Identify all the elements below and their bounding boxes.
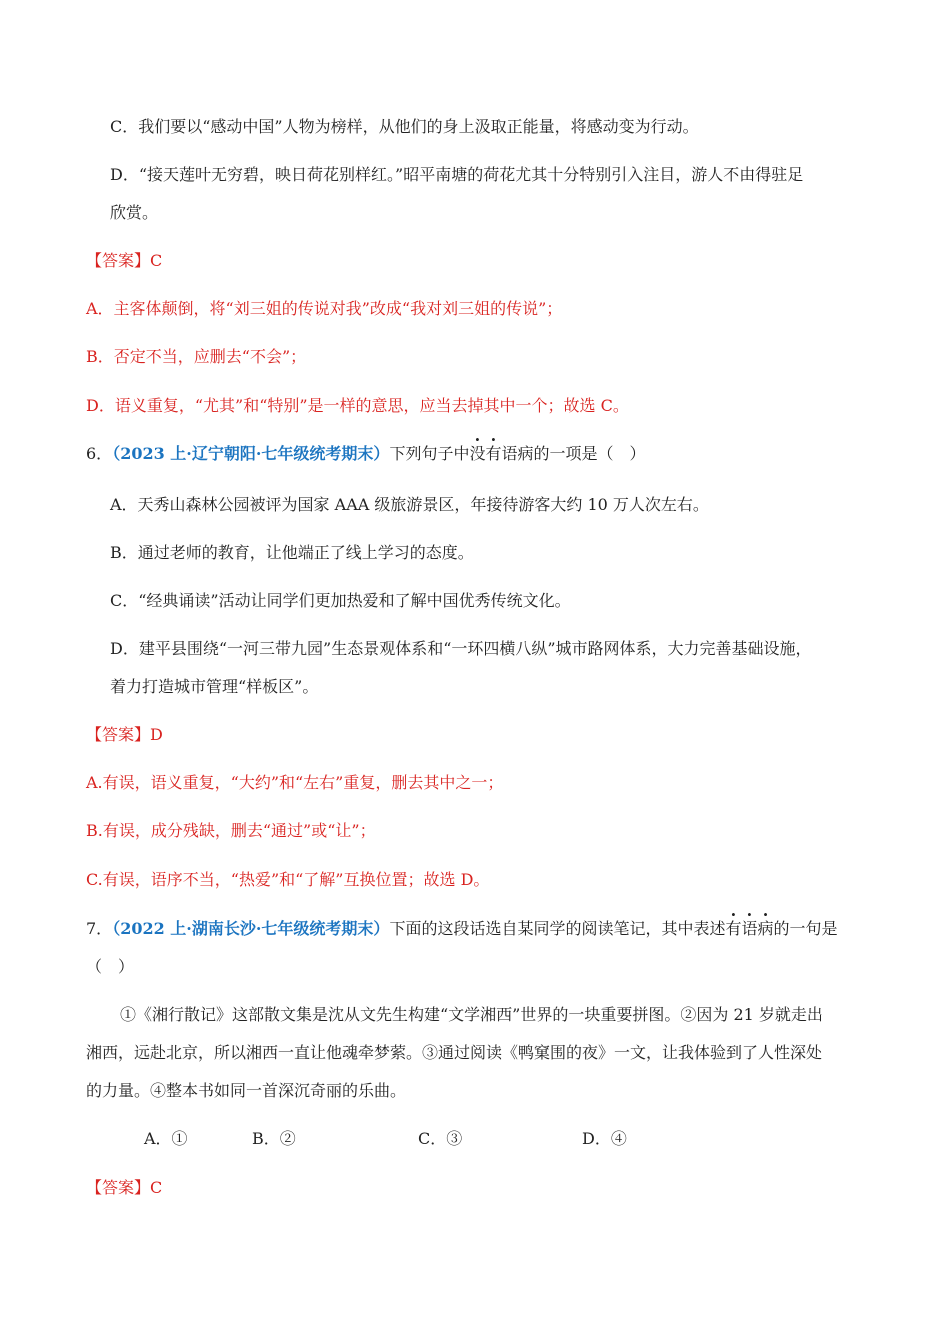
emphasis-char: 语 [741, 919, 758, 938]
stem-text: 下列句子中 [389, 444, 470, 463]
q7-answer [86, 1177, 162, 1199]
q7-option-b: B．② [252, 1129, 296, 1148]
question-source: （2022 上·湖南长沙·七年级统考期末） [112, 919, 390, 938]
question-source: （2023 上·辽宁朝阳·七年级统考期末） [112, 444, 390, 463]
emphasis-char: 有 [725, 919, 742, 938]
q6-option-b: B．通过老师的教育，让他端正了线上学习的态度。 [110, 543, 474, 562]
q7-passage-line2: 湘西，远赴北京，所以湘西一直让他魂牵梦萦。③通过阅读《鸭窠围的夜》一文，让我体验到了人性深处 [86, 1043, 823, 1062]
q5-option-d-line1: D．“接天莲叶无穷碧，映日荷花别样红。”昭平南塘的荷花尤其十分特别引入注目，游人不由得驻足 [110, 165, 804, 184]
answer-value: C [150, 251, 163, 270]
q5-explanation-b: B．否定不当，应删去“不会”； [86, 347, 307, 366]
q7-passage-line1: ①《湘行散记》这部散文集是沈从文先生构建“文学湘西”世界的一块重要拼图。②因为 21 岁就走出 [120, 1005, 823, 1024]
q5-option-d-line2: 欣赏。 [110, 203, 159, 222]
question-number: 7． [86, 919, 113, 938]
q6-option-d-line2: 着力打造城市管理“样板区”。 [110, 677, 319, 696]
q7-option-d: D．④ [582, 1129, 627, 1148]
q6-option-a: A．天秀山森林公园被评为国家 AAA 级旅游景区，年接待游客大约 10 万人次左右。 [110, 495, 709, 514]
stem-text: 下面的这段话选自某同学的阅读笔记，其中表述 [389, 919, 726, 938]
q7-option-a: A．① [144, 1129, 188, 1148]
stem-text: 语病的一项是（ ） [501, 444, 646, 463]
q6-stem [86, 443, 646, 465]
q5-explanation-d: D．语义重复，“尤其”和“特别”是一样的意思，应当去掉其中一个；故选 C。 [86, 396, 629, 415]
q5-explanation-a: A．主客体颠倒，将“刘三姐的传说对我”改成“我对刘三姐的传说”； [86, 299, 563, 318]
answer-label: 【答案】 [86, 251, 151, 270]
q6-answer [86, 724, 163, 746]
emphasis-char: 有 [485, 444, 502, 463]
emphasis-char: 病 [757, 919, 774, 938]
q7-stem [86, 918, 838, 940]
q7-passage-line3: 的力量。④整本书如同一首深沉奇丽的乐曲。 [86, 1081, 407, 1100]
question-number: 6． [86, 444, 113, 463]
stem-text: 的一句是 [773, 919, 838, 938]
answer-label: 【答案】 [86, 725, 151, 744]
q6-explanation-b: B.有误，成分残缺，删去“通过”或“让”； [86, 821, 376, 840]
q6-option-d-line1: D．建平县围绕“一河三带九园”生态景观体系和“一环四横八纵”城市路网体系，大力完善基础设施， [110, 639, 812, 658]
q6-option-c: C．“经典诵读”活动让同学们更加热爱和了解中国优秀传统文化。 [110, 591, 571, 610]
answer-value: C [150, 1178, 163, 1197]
q5-answer [86, 250, 162, 272]
emphasis-char: 没 [469, 444, 486, 463]
q6-explanation-a: A.有误，语义重复，“大约”和“左右”重复，删去其中之一； [86, 773, 504, 792]
q5-option-c: C．我们要以“感动中国”人物为榜样，从他们的身上汲取正能量，将感动变为行动。 [110, 117, 699, 136]
q7-answer-paren: （ ） [86, 957, 135, 976]
q7-option-c: C．③ [418, 1129, 463, 1148]
answer-value: D [150, 725, 163, 744]
q6-explanation-c: C.有误，语序不当，“热爱”和“了解”互换位置；故选 D。 [86, 870, 490, 889]
answer-label: 【答案】 [86, 1178, 151, 1197]
